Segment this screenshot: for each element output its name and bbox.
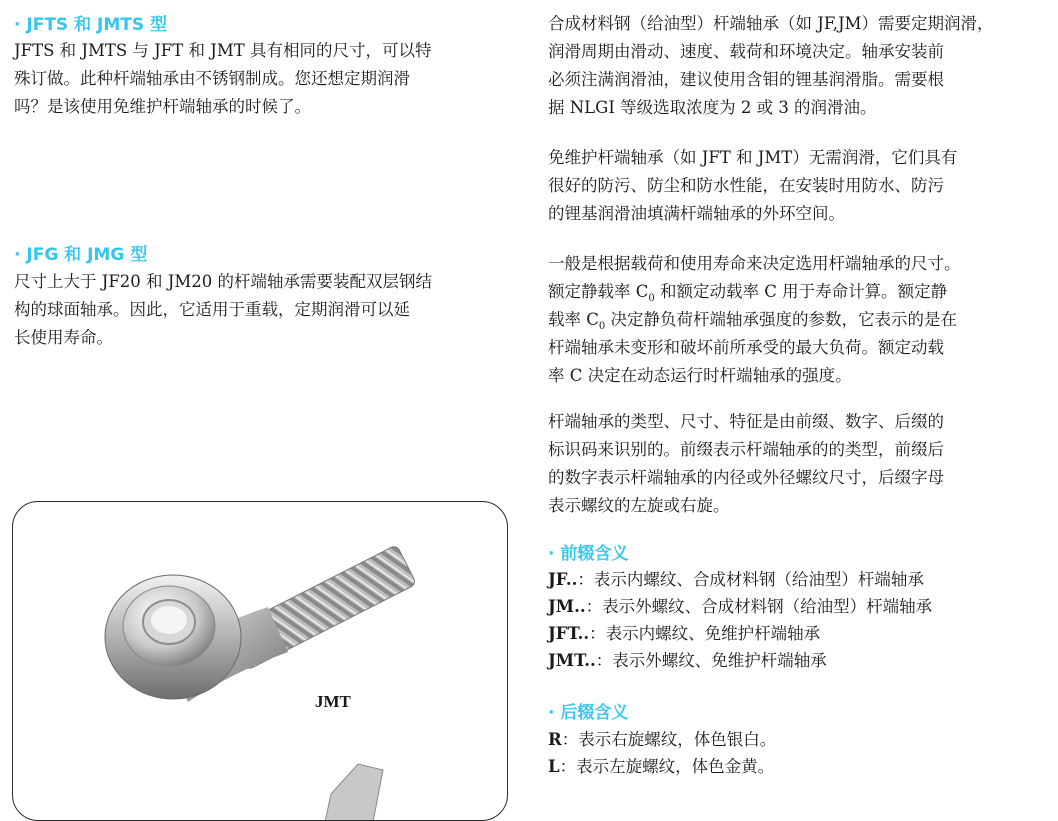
text-line: 尺寸上大于 JF20 和 JM20 的杆端轴承需要装配双层钢结 — [14, 272, 433, 291]
lubrication-paragraph — [548, 10, 1044, 122]
text-line: 表示螺纹的左旋或右旋。 — [548, 496, 730, 515]
text-line: 长使用寿命。 — [14, 328, 113, 347]
text-line: 杆端轴承未变形和破坏前所承受的最大负荷。额定动载 — [548, 338, 944, 357]
list-item: JF..：表示内螺纹、合成材料钢（给油型）杆端轴承 — [548, 570, 924, 589]
list-item: L：表示左旋螺纹，体色金黄。 — [548, 757, 775, 776]
product-photo-frame — [12, 501, 508, 821]
text-line: 吗？是该使用免维护杆端轴承的时候了。 — [14, 97, 311, 116]
text-line: 构的球面轴承。因此，它适用于重载，定期润滑可以延 — [14, 300, 410, 319]
maintenance-free-paragraph — [548, 144, 1044, 228]
text-line: 的锂基润滑油填满杆端轴承的外环空间。 — [548, 204, 845, 223]
text-line: 杆端轴承的类型、尺寸、特征是由前缀、数字、后缀的 — [548, 412, 944, 431]
bore-highlight — [151, 606, 187, 634]
list-item: JMT..：表示外螺纹、免维护杆端轴承 — [548, 651, 827, 670]
text-line: 殊订做。此种杆端轴承由不锈钢制成。您还想定期润滑 — [14, 69, 410, 88]
identification-code-paragraph — [548, 408, 1044, 520]
text-line: 载率 $C_0$ 决定静负荷杆端轴承强度的参数，它表示的是在 — [548, 310, 957, 332]
text-line: 很好的防污、防尘和防水性能，在安装时用防水、防污 — [548, 176, 944, 195]
text-line: 标识码来识别的。前缀表示杆端轴承的的类型，前缀后 — [548, 440, 944, 459]
list-item: R：表示右旋螺纹，体色银白。 — [548, 730, 777, 749]
load-rating-paragraph — [548, 250, 1044, 390]
rod-end-bearing-illustration — [13, 502, 508, 821]
suffix-list — [548, 726, 776, 780]
text-line: 额定静载率 $C_0$ 和额定动载率 C 用于寿命计算。额定静 — [548, 282, 948, 304]
text-line: 的数字表示杆端轴承的内径或外径螺纹尺寸，后缀字母 — [548, 468, 944, 487]
jfts-jmts-paragraph — [14, 37, 508, 121]
list-item: JM..：表示外螺纹、合成材料钢（给油型）杆端轴承 — [548, 597, 933, 616]
jfg-jmg-heading: · JFG 和 JMG 型 — [14, 245, 148, 265]
subscript: 0 — [598, 321, 606, 332]
list-item: JFT..：表示内螺纹、免维护杆端轴承 — [548, 624, 821, 643]
jfg-jmg-paragraph — [14, 268, 508, 352]
subscript: 0 — [648, 293, 655, 304]
text-line: 率 C 决定在动态运行时杆端轴承的强度。 — [548, 366, 852, 385]
text-line: 合成材料钢（给油型）杆端轴承（如 JF,JM）需要定期润滑， — [548, 14, 994, 33]
text-line: 免维护杆端轴承（如 JFT 和 JMT）无需润滑，它们具有 — [548, 148, 958, 167]
text-line: 一般是根据载荷和使用寿命来决定选用杆端轴承的尺寸。 — [548, 254, 961, 273]
prefix-list — [548, 566, 932, 674]
second-bearing-partial — [325, 764, 383, 821]
text-line: 必须注满润滑油，建议使用含钼的锂基润滑脂。需要根 — [548, 70, 944, 89]
jmt-photo-label: JMT — [315, 692, 351, 711]
prefix-heading: · 前辍含义 — [548, 544, 629, 564]
text-line: JFTS 和 JMTS 与 JFT 和 JMT 具有相同的尺寸，可以特 — [14, 41, 432, 60]
jfts-jmts-heading: · JFTS 和 JMTS 型 — [14, 15, 167, 35]
text-line: 润滑周期由滑动、速度、载荷和环境决定。轴承安装前 — [548, 42, 944, 61]
text-line: 据 NLGI 等级选取浓度为 2 或 3 的润滑油。 — [548, 98, 877, 117]
suffix-heading: · 后辍含义 — [548, 703, 629, 723]
